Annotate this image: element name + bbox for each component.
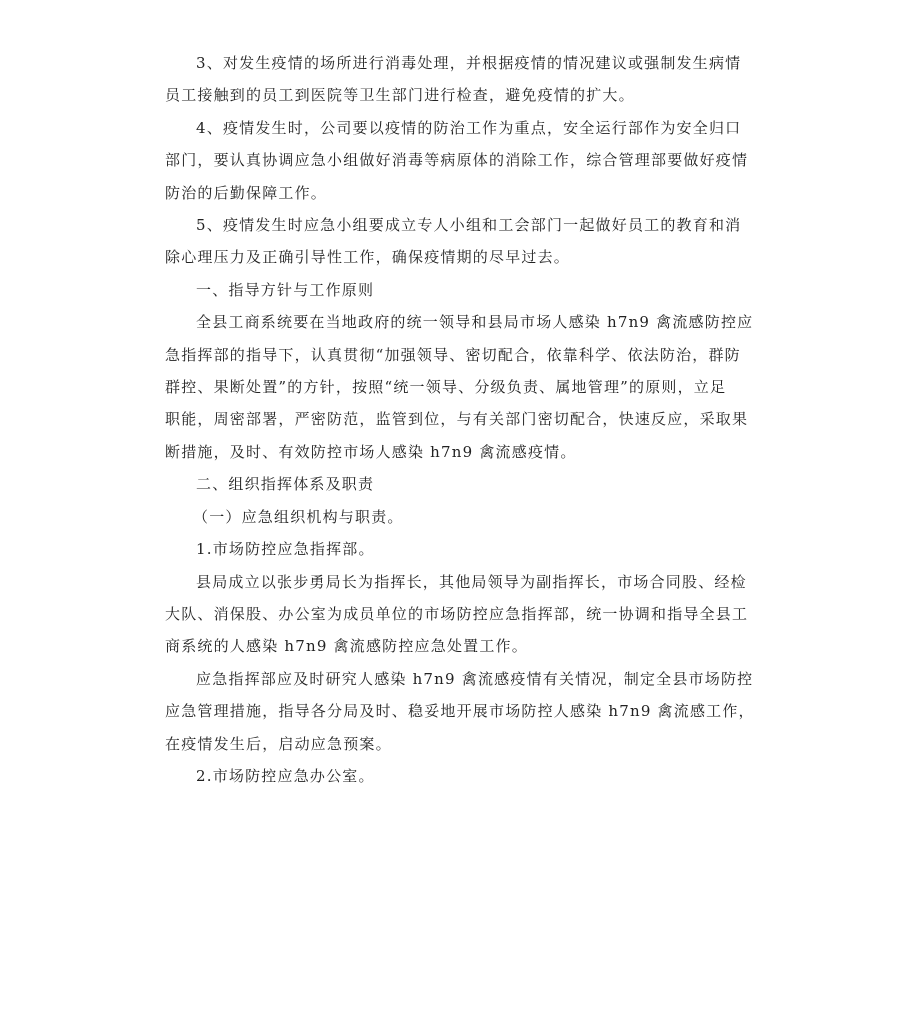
section-heading-command-system: 二、组织指挥体系及职责 — [196, 475, 375, 494]
paragraph-command-duties: 应急指挥部应及时研究人感染 h7n9 禽流感疫情有关情况，制定全县市场防控 应急管理措施，指导各分局及时、稳妥地开展市场防控人感染 h7n9 禽流感工作， 在疫情发生后，启动应急预案。 — [165, 669, 755, 753]
section-heading-guiding-principles: 一、指导方针与工作原则 — [196, 280, 375, 299]
paragraph-guiding-principles: 全县工商系统要在当地政府的统一领导和县局市场人感染 h7n9 禽流感防控应 急指挥部的指导下，认真贯彻“加强领导、密切配合，依靠科学、依法防治，群防 群控、果断处置”的方针，按照“统一领导、分级负责、属地管理”的原则，立足 职能，周密部署，严密防范，监管到位，与有关部门密切配合，快速反应，采取果 断措施，及时、有效防控市场人感染 h7n9 禽流感疫情。 — [165, 313, 754, 461]
paragraph-measure-3: 3、对发生疫情的场所进行消毒处理，并根据疫情的情况建议或强制发生病情 员工接触到的员工到医院等卫生部门进行检查，避免疫情的扩大。 — [165, 54, 742, 105]
paragraph-measure-4: 4、疫情发生时，公司要以疫情的防治工作为重点，安全运行部作为安全归口 部门，要认真协调应急小组做好消毒等病原体的消除工作，综合管理部要做好疫情 防治的后勤保障工作。 — [165, 118, 749, 202]
subsection-heading-organization: （一）应急组织机构与职责。 — [193, 507, 404, 526]
paragraph-measure-5: 5、疫情发生时应急小组要成立专人小组和工会部门一起做好员工的教育和消 除心理压力及正确引导性工作，确保疫情期的尽早过去。 — [165, 216, 742, 267]
paragraph-command-center: 县局成立以张步勇局长为指挥长，其他局领导为副指挥长，市场合同股、经检 大队、消保股、办公室为成员单位的市场防控应急指挥部，统一协调和指导全县工 商系统的人感染 h7n9 禽流感防控应急处置工作。 — [165, 572, 749, 656]
item-heading-command-center: 1.市场防控应急指挥部。 — [196, 540, 375, 559]
document-body — [165, 47, 758, 792]
item-heading-emergency-office: 2.市场防控应急办公室。 — [196, 766, 375, 785]
